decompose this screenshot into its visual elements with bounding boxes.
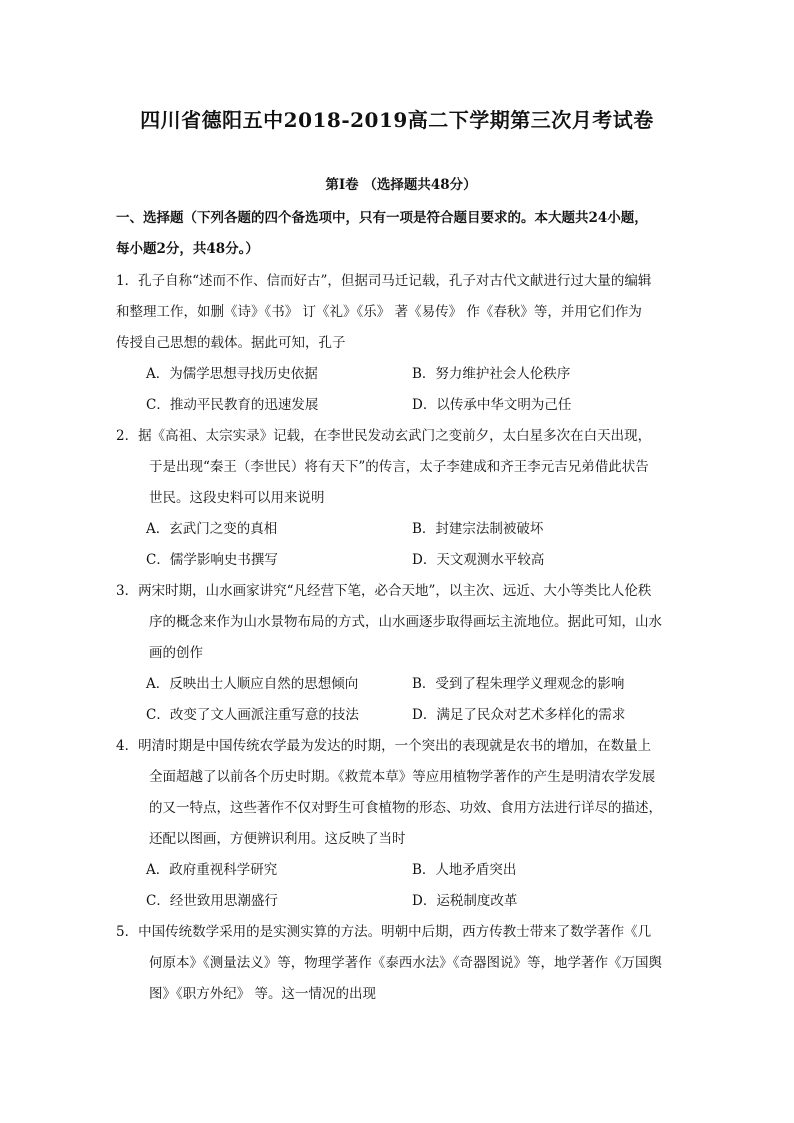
option-d[interactable]: D．满足了民众对艺术多样化的需求: [412, 707, 626, 723]
question-stem-line: 传授自己思想的载体。据此可知，孔子: [116, 335, 346, 351]
option-d[interactable]: D．天文观测水平较高: [412, 552, 545, 568]
option-a[interactable]: A．反映出士人顺应自然的思想倾向: [146, 676, 359, 692]
section-title: 第Ⅰ卷 （选择题共48分）: [325, 177, 477, 193]
question-stem-line: 于是出现“秦王（李世民）将有天下”的传言，太子李建成和齐王李元吉兄弟借此状告: [149, 459, 649, 475]
answer-options: [116, 855, 686, 917]
question-stem-line: 和整理工作，如删《诗》《书》 订《礼》《乐》 著《易传》 作《春秋》等，并用它们作为: [116, 304, 642, 320]
option-d[interactable]: D．运税制度改革: [412, 893, 518, 909]
question-3: [116, 576, 686, 731]
answer-options: [116, 669, 686, 731]
exam-title: 四川省德阳五中2018-2019高二下学期第三次月考试卷: [140, 108, 654, 132]
question-stem-line: 1．孔子自称“述而不作、信而好古”，但据司马迁记载，孔子对古代文献进行过大量的编辑: [116, 273, 652, 289]
option-a[interactable]: A．玄武门之变的真相: [146, 521, 278, 537]
question-5: [116, 917, 686, 1010]
instructions-line-1: 一、选择题（下列各题的四个备选项中，只有一项是符合题目要求的。本大题共24小题，: [116, 210, 648, 226]
answer-options: [116, 359, 686, 421]
section-instructions: [116, 203, 686, 265]
option-c[interactable]: C．儒学影响史书撰写: [146, 552, 278, 568]
option-c[interactable]: C．改变了文人画派注重写意的技法: [146, 707, 359, 723]
question-stem-line: 画的创作: [149, 645, 203, 661]
question-stem-line: 图》《职方外纪》 等。这一情况的出现: [149, 986, 377, 1002]
question-1: [116, 266, 686, 421]
option-b[interactable]: B．努力维护社会人伦秩序: [412, 366, 571, 382]
question-stem-line: 2．据《高祖、太宗实录》记载，在李世民发动玄武门之变前夕，太白星多次在白天出现，: [116, 428, 652, 444]
answer-options: [116, 514, 686, 576]
question-stem-line: 全面超越了以前各个历史时期。《救荒本草》等应用植物学著作的产生是明清农学发展: [149, 769, 656, 785]
option-d[interactable]: D．以传承中华文明为己任: [412, 397, 572, 413]
option-b[interactable]: B．受到了程朱理学义理观念的影响: [412, 676, 625, 692]
question-stem-line: 序的概念来作为山水景物布局的方式，山水画逐步取得画坛主流地位。据此可知，山水: [149, 614, 662, 630]
question-4: [116, 731, 686, 917]
option-c[interactable]: C．经世致用思潮盛行: [146, 893, 278, 909]
question-stem-line: 的又一特点，这些著作不仅对野生可食植物的形态、功效、食用方法进行详尽的描述，: [149, 800, 662, 816]
option-c[interactable]: C．推动平民教育的迅速发展: [146, 397, 319, 413]
instructions-line-2: 每小题2分，共48分。）: [116, 241, 259, 257]
question-stem-line: 4．明清时期是中国传统农学最为发达的时期，一个突出的表现就是农书的增加，在数量上: [116, 738, 652, 754]
option-b[interactable]: B．封建宗法制被破坏: [412, 521, 544, 537]
option-b[interactable]: B．人地矛盾突出: [412, 862, 517, 878]
question-stem-line: 还配以图画，方便辨识利用。这反映了当时: [149, 831, 406, 847]
option-a[interactable]: A．政府重视科学研究: [146, 862, 278, 878]
question-2: [116, 421, 686, 576]
question-stem-line: 世民。这段史料可以用来说明: [149, 490, 325, 506]
question-stem-line: 3．两宋时期，山水画家讲究“凡经营下笔，必合天地”，以主次、远近、大小等类比人伦秩: [116, 583, 652, 599]
exam-content: [116, 172, 686, 1010]
question-stem-line: 5．中国传统数学采用的是实测实算的方法。明朝中后期，西方传教士带来了数学著作《几: [116, 924, 652, 940]
question-stem-line: 何原本》《测量法义》等，物理学著作《泰西水法》《奇器图说》等，地学著作《万国舆: [149, 955, 662, 971]
option-a[interactable]: A．为儒学思想寻找历史依据: [146, 366, 318, 382]
